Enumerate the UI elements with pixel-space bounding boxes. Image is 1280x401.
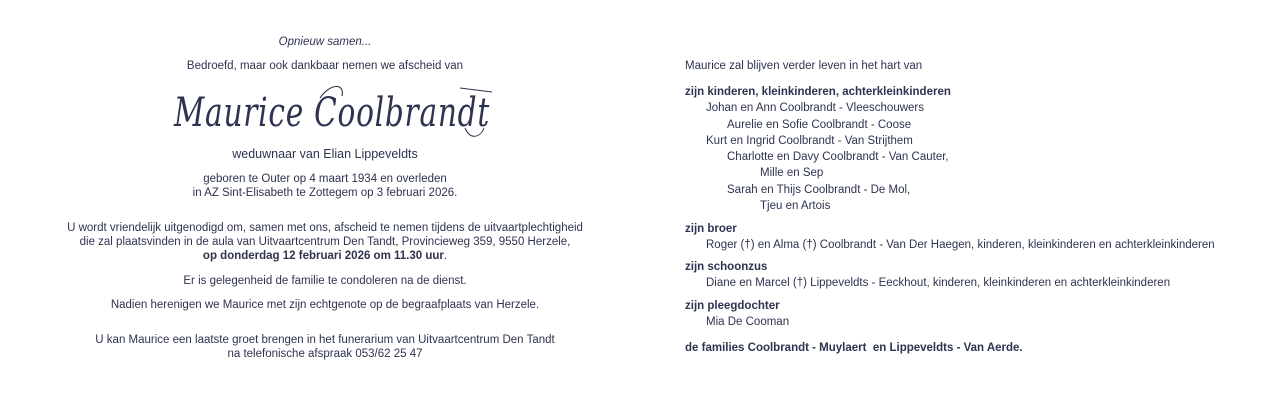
intro-text: Opnieuw samen... — [278, 36, 372, 48]
invite-line-2: die zal plaatsvinden in de aula van Uitvaartcentrum Den Tandt, Provincieweg 359, 9550 Herzele, — [79, 236, 571, 248]
child-line: Aurelie en Sofie Coolbrandt - Coose — [727, 119, 912, 131]
right-intro: Maurice zal blijven verder leven in het hart van — [685, 60, 923, 72]
child-line: Johan en Ann Coolbrandt - Vleeschouwers — [706, 102, 925, 114]
invite-date-line — [0, 249, 650, 263]
families-line: de families Coolbrandt - Muylaert en Lippeveldts - Van Aerde. — [685, 342, 1023, 354]
sister-in-law-line: Diane en Marcel (†) Lippeveldts - Eeckhout, kinderen, kleinkinderen en achterkleinkinderen — [706, 277, 1171, 289]
born-line-2: in AZ Sint-Elisabeth te Zottegem op 3 februari 2026. — [192, 187, 458, 199]
funerarium-line-1: U kan Maurice een laatste groet brengen in het funerarium van Uitvaartcentrum Den Tandt — [95, 334, 555, 346]
invite-period: . — [443, 250, 448, 262]
child-line: Kurt en Ingrid Coolbrandt - Van Strijthem — [706, 135, 913, 147]
child-line: Charlotte en Davy Coolbrandt - Van Cauter, — [727, 151, 949, 163]
child-line: Sarah en Thijs Coolbrandt - De Mol, — [727, 184, 911, 196]
foster-daughter-line: Mia De Cooman — [706, 316, 790, 328]
grandchildren-line: Mille en Sep — [760, 167, 824, 179]
invite-line-1: U wordt vriendelijk uitgenodigd om, samen met ons, afscheid te nemen tijdens de uitvaartplechtigheid — [67, 222, 583, 234]
invite-date: op donderdag 12 februari 2026 om 11.30 uur — [202, 250, 444, 262]
brother-line: Roger (†) en Alma (†) Coolbrandt - Van Der Haegen, kinderen, kleinkinderen en achterkleinkinderen — [706, 239, 1215, 251]
announcement-text: Bedroefd, maar ook dankbaar nemen we afscheid van — [186, 60, 464, 72]
name-signature — [170, 78, 500, 148]
foster-daughter-heading: zijn pleegdochter — [685, 300, 780, 312]
condolence-text: Er is gelegenheid de familie te condoleren na de dienst. — [183, 275, 467, 287]
burial-text: Nadien herenigen we Maurice met zijn echtgenote op de begraafplaats van Herzele. — [110, 299, 540, 311]
children-heading: zijn kinderen, kleinkinderen, achterkleinkinderen — [685, 86, 951, 98]
deceased-name: Maurice Coolbrandt — [173, 90, 490, 136]
widower-text: weduwnaar van Elian Lippeveldts — [232, 147, 418, 161]
brother-heading: zijn broer — [685, 223, 737, 235]
sister-in-law-heading: zijn schoonzus — [685, 261, 768, 273]
grandchildren-line: Tjeu en Artois — [760, 200, 831, 212]
born-line-1: geboren te Outer op 4 maart 1934 en overleden — [203, 173, 447, 185]
funerarium-line-2: na telefonische afspraak 053/62 25 47 — [227, 348, 423, 360]
